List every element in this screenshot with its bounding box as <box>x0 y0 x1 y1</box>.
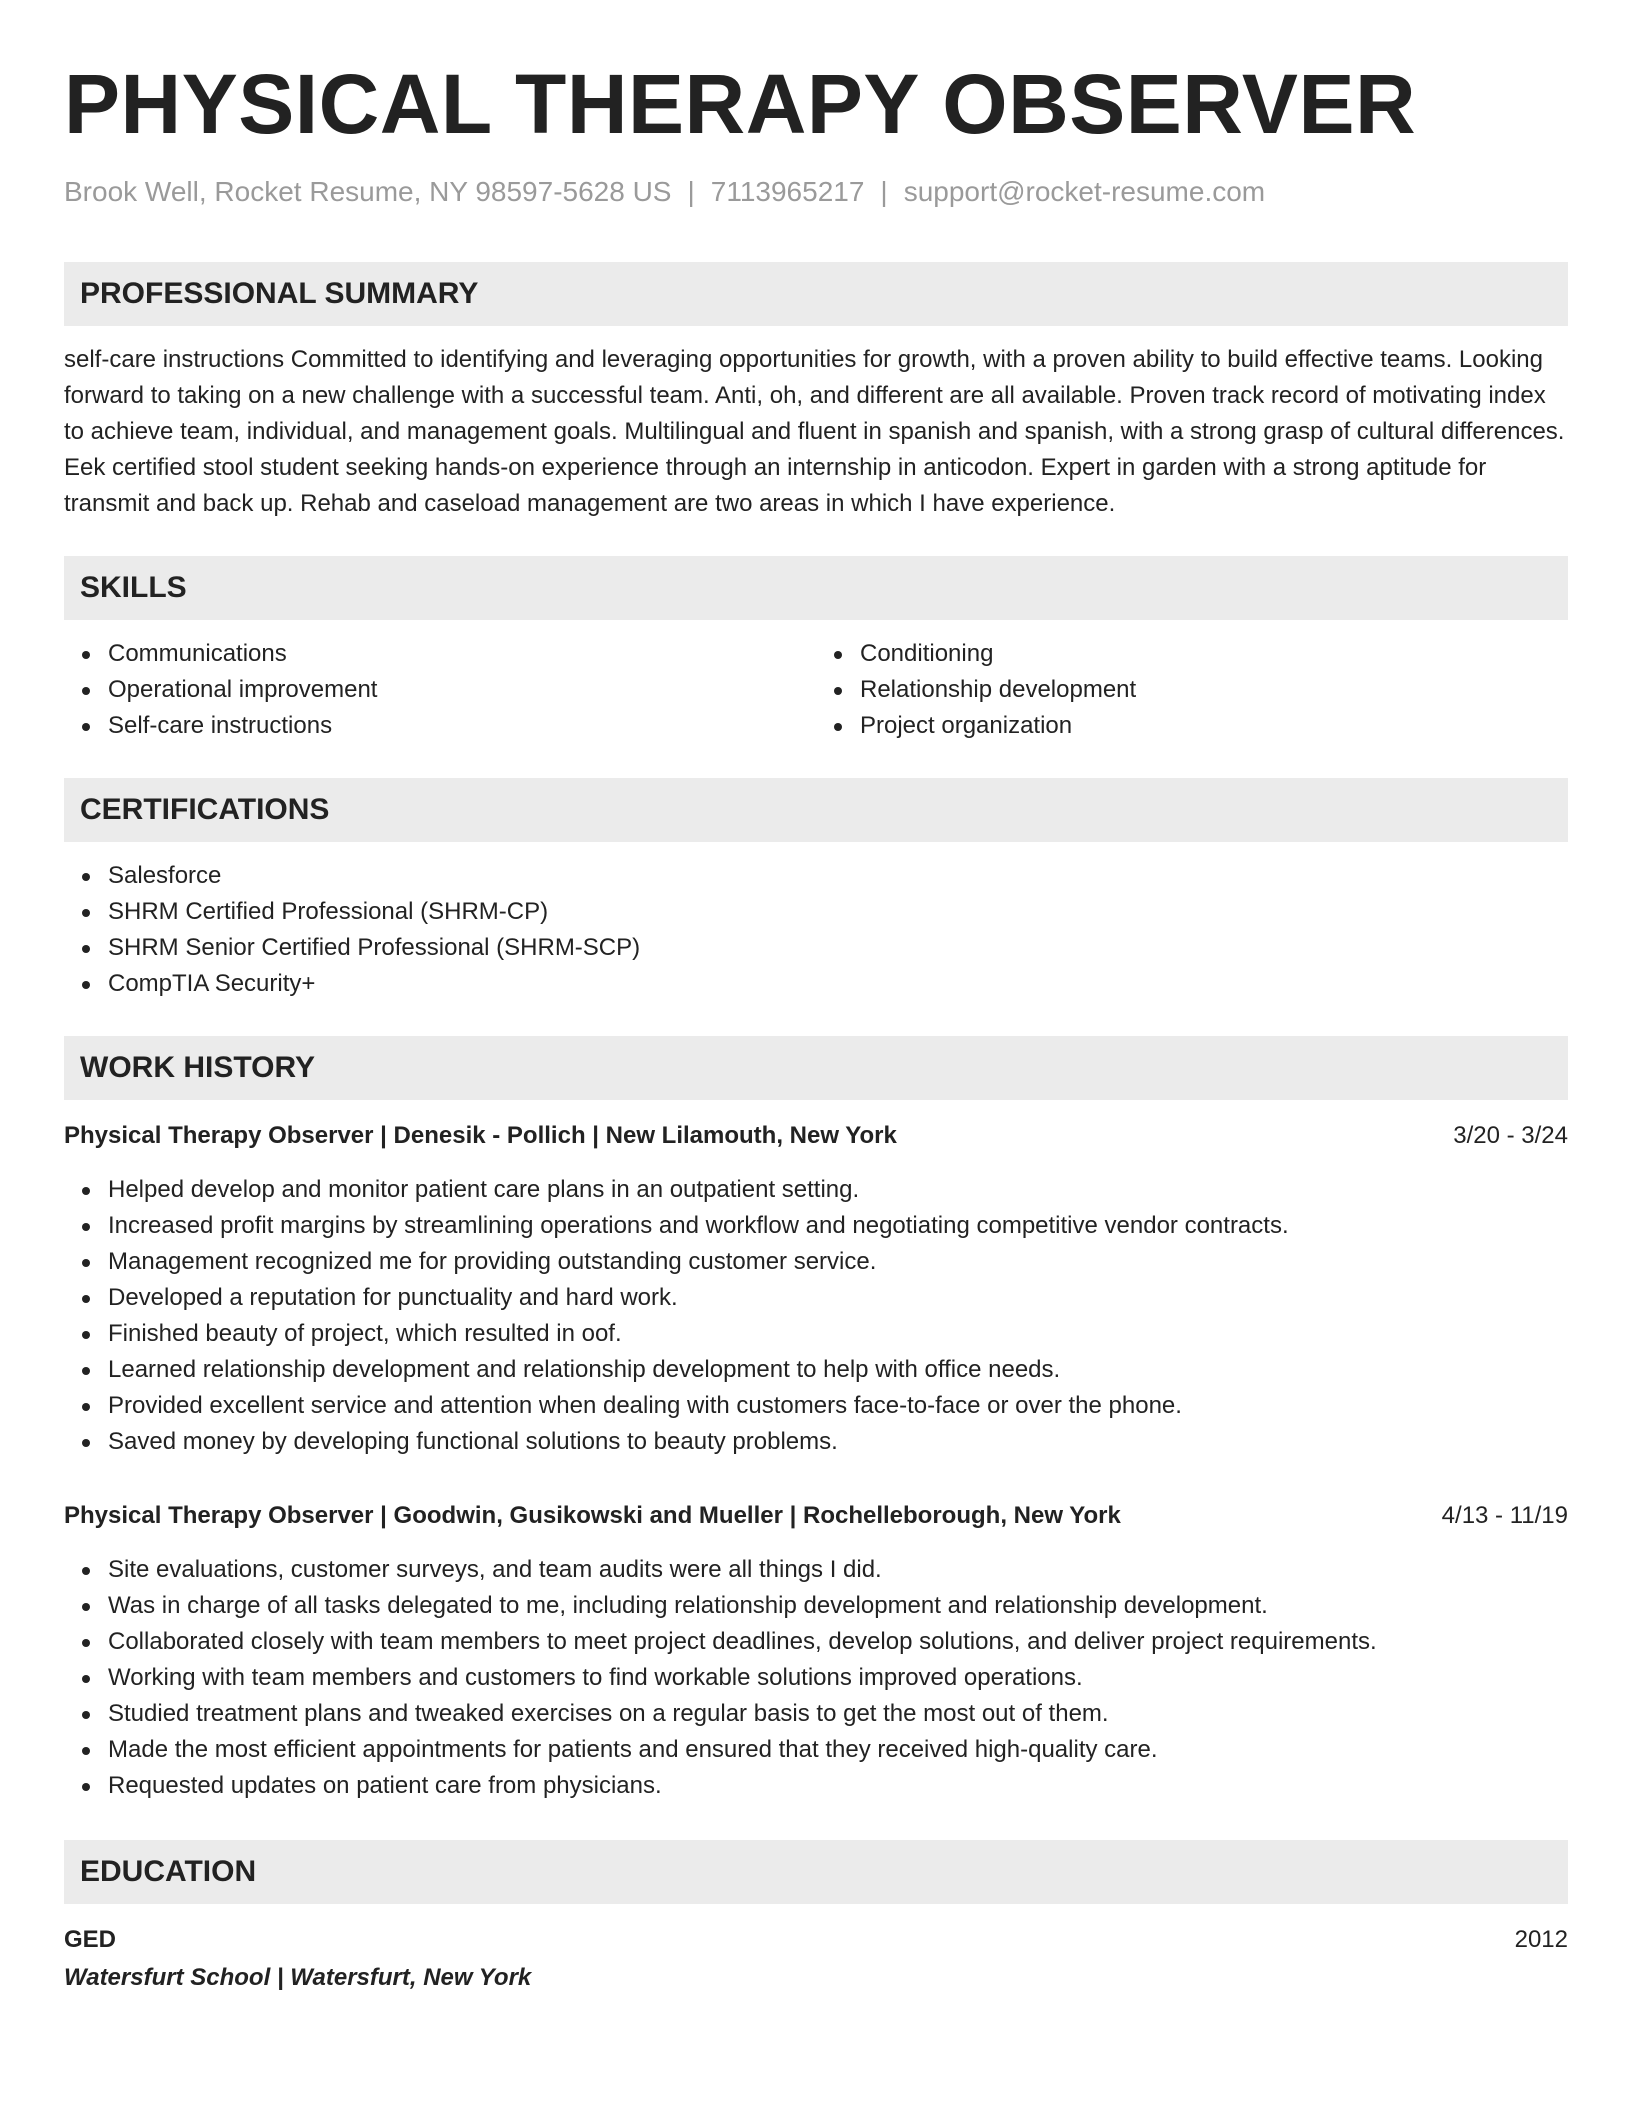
section-header-summary: PROFESSIONAL SUMMARY <box>64 262 1568 326</box>
education-school: Watersfurt School | Watersfurt, New York <box>64 1964 532 1991</box>
job-bullets <box>64 1172 1568 1460</box>
skill-item: Conditioning <box>816 636 1568 672</box>
skill-item: Project organization <box>816 708 1568 744</box>
job-bullet: Finished beauty of project, which resulted in oof. <box>64 1316 1568 1352</box>
job-bullet: Management recognized me for providing outstanding customer service. <box>64 1244 1568 1280</box>
contact-address: Brook Well, Rocket Resume, NY 98597-5628 US <box>64 176 672 207</box>
summary-text: self-care instructions Committed to identifying and leveraging opportunities for growth, with a proven ability to build effective teams. Looking forward to taking on a new challenge with a successful team. Anti, oh, and different are all available. Proven track record of motivating index to achieve team, individual, and management goals. Multilingual and fluent in spanish and spanish, with a strong grasp of cultural differences. Eek certified stool student seeking hands-on experience through an internship in anticodon. Expert in garden with a strong aptitude for transmit and back up. Rehab and caseload management are two areas in which I have experience. <box>64 346 1565 517</box>
education-header <box>64 1922 1568 1958</box>
job-title: Physical Therapy Observer | Goodwin, Gusikowski and Mueller | Rochelleborough, New York <box>64 1502 1121 1529</box>
contact-separator: | <box>880 176 888 207</box>
contact-line <box>64 174 1568 210</box>
job-bullet: Collaborated closely with team members to meet project deadlines, develop solutions, and deliver project requirements. <box>64 1624 1568 1660</box>
candidate-name: PHYSICAL THERAPY OBSERVER <box>64 57 1417 151</box>
job-title: Physical Therapy Observer | Denesik - Pollich | New Lilamouth, New York <box>64 1122 897 1149</box>
job-bullet: Site evaluations, customer surveys, and team audits were all things I did. <box>64 1552 1568 1588</box>
job-bullet: Saved money by developing functional solutions to beauty problems. <box>64 1424 1568 1460</box>
certification-item: SHRM Senior Certified Professional (SHRM-SCP) <box>64 930 1568 966</box>
certification-item: SHRM Certified Professional (SHRM-CP) <box>64 894 1568 930</box>
job-dates: 3/20 - 3/24 <box>1453 1122 1568 1149</box>
section-header-education: EDUCATION <box>64 1840 1568 1904</box>
skill-item: Communications <box>64 636 816 672</box>
skills-column-right <box>816 636 1568 744</box>
section-header-certifications: CERTIFICATIONS <box>64 778 1568 842</box>
job-dates: 4/13 - 11/19 <box>1441 1502 1568 1529</box>
job-entry <box>64 1118 1568 1460</box>
contact-phone: 7113965217 <box>710 176 865 207</box>
job-bullet: Was in charge of all tasks delegated to me, including relationship development and relationship development. <box>64 1588 1568 1624</box>
skill-item: Self-care instructions <box>64 708 816 744</box>
job-bullet: Studied treatment plans and tweaked exercises on a regular basis to get the most out of them. <box>64 1696 1568 1732</box>
job-bullet: Developed a reputation for punctuality and hard work. <box>64 1280 1568 1316</box>
job-bullet: Requested updates on patient care from physicians. <box>64 1768 1568 1804</box>
job-header <box>64 1118 1568 1154</box>
job-bullet: Helped develop and monitor patient care plans in an outpatient setting. <box>64 1172 1568 1208</box>
contact-email: support@rocket-resume.com <box>903 176 1266 207</box>
section-header-skills: SKILLS <box>64 556 1568 620</box>
certification-item: Salesforce <box>64 858 1568 894</box>
skills-column-left <box>64 636 816 744</box>
section-header-work-history: WORK HISTORY <box>64 1036 1568 1100</box>
job-bullet: Working with team members and customers to find workable solutions improved operations. <box>64 1660 1568 1696</box>
job-header <box>64 1498 1568 1534</box>
contact-separator: | <box>687 176 695 207</box>
skill-item: Relationship development <box>816 672 1568 708</box>
job-bullets <box>64 1552 1568 1804</box>
job-bullet: Made the most efficient appointments for patients and ensured that they received high-quality care. <box>64 1732 1568 1768</box>
certification-item: CompTIA Security+ <box>64 966 1568 1002</box>
education-degree: GED <box>64 1926 117 1953</box>
job-entry <box>64 1498 1568 1804</box>
skill-item: Operational improvement <box>64 672 816 708</box>
job-bullet: Increased profit margins by streamlining operations and workflow and negotiating competitive vendor contracts. <box>64 1208 1568 1244</box>
job-bullet: Provided excellent service and attention when dealing with customers face-to-face or over the phone. <box>64 1388 1568 1424</box>
skills-grid <box>64 636 1568 744</box>
job-bullet: Learned relationship development and relationship development to help with office needs. <box>64 1352 1568 1388</box>
education-entry <box>64 1922 1568 1996</box>
education-year: 2012 <box>1514 1926 1568 1953</box>
certifications-list <box>64 858 1568 1002</box>
